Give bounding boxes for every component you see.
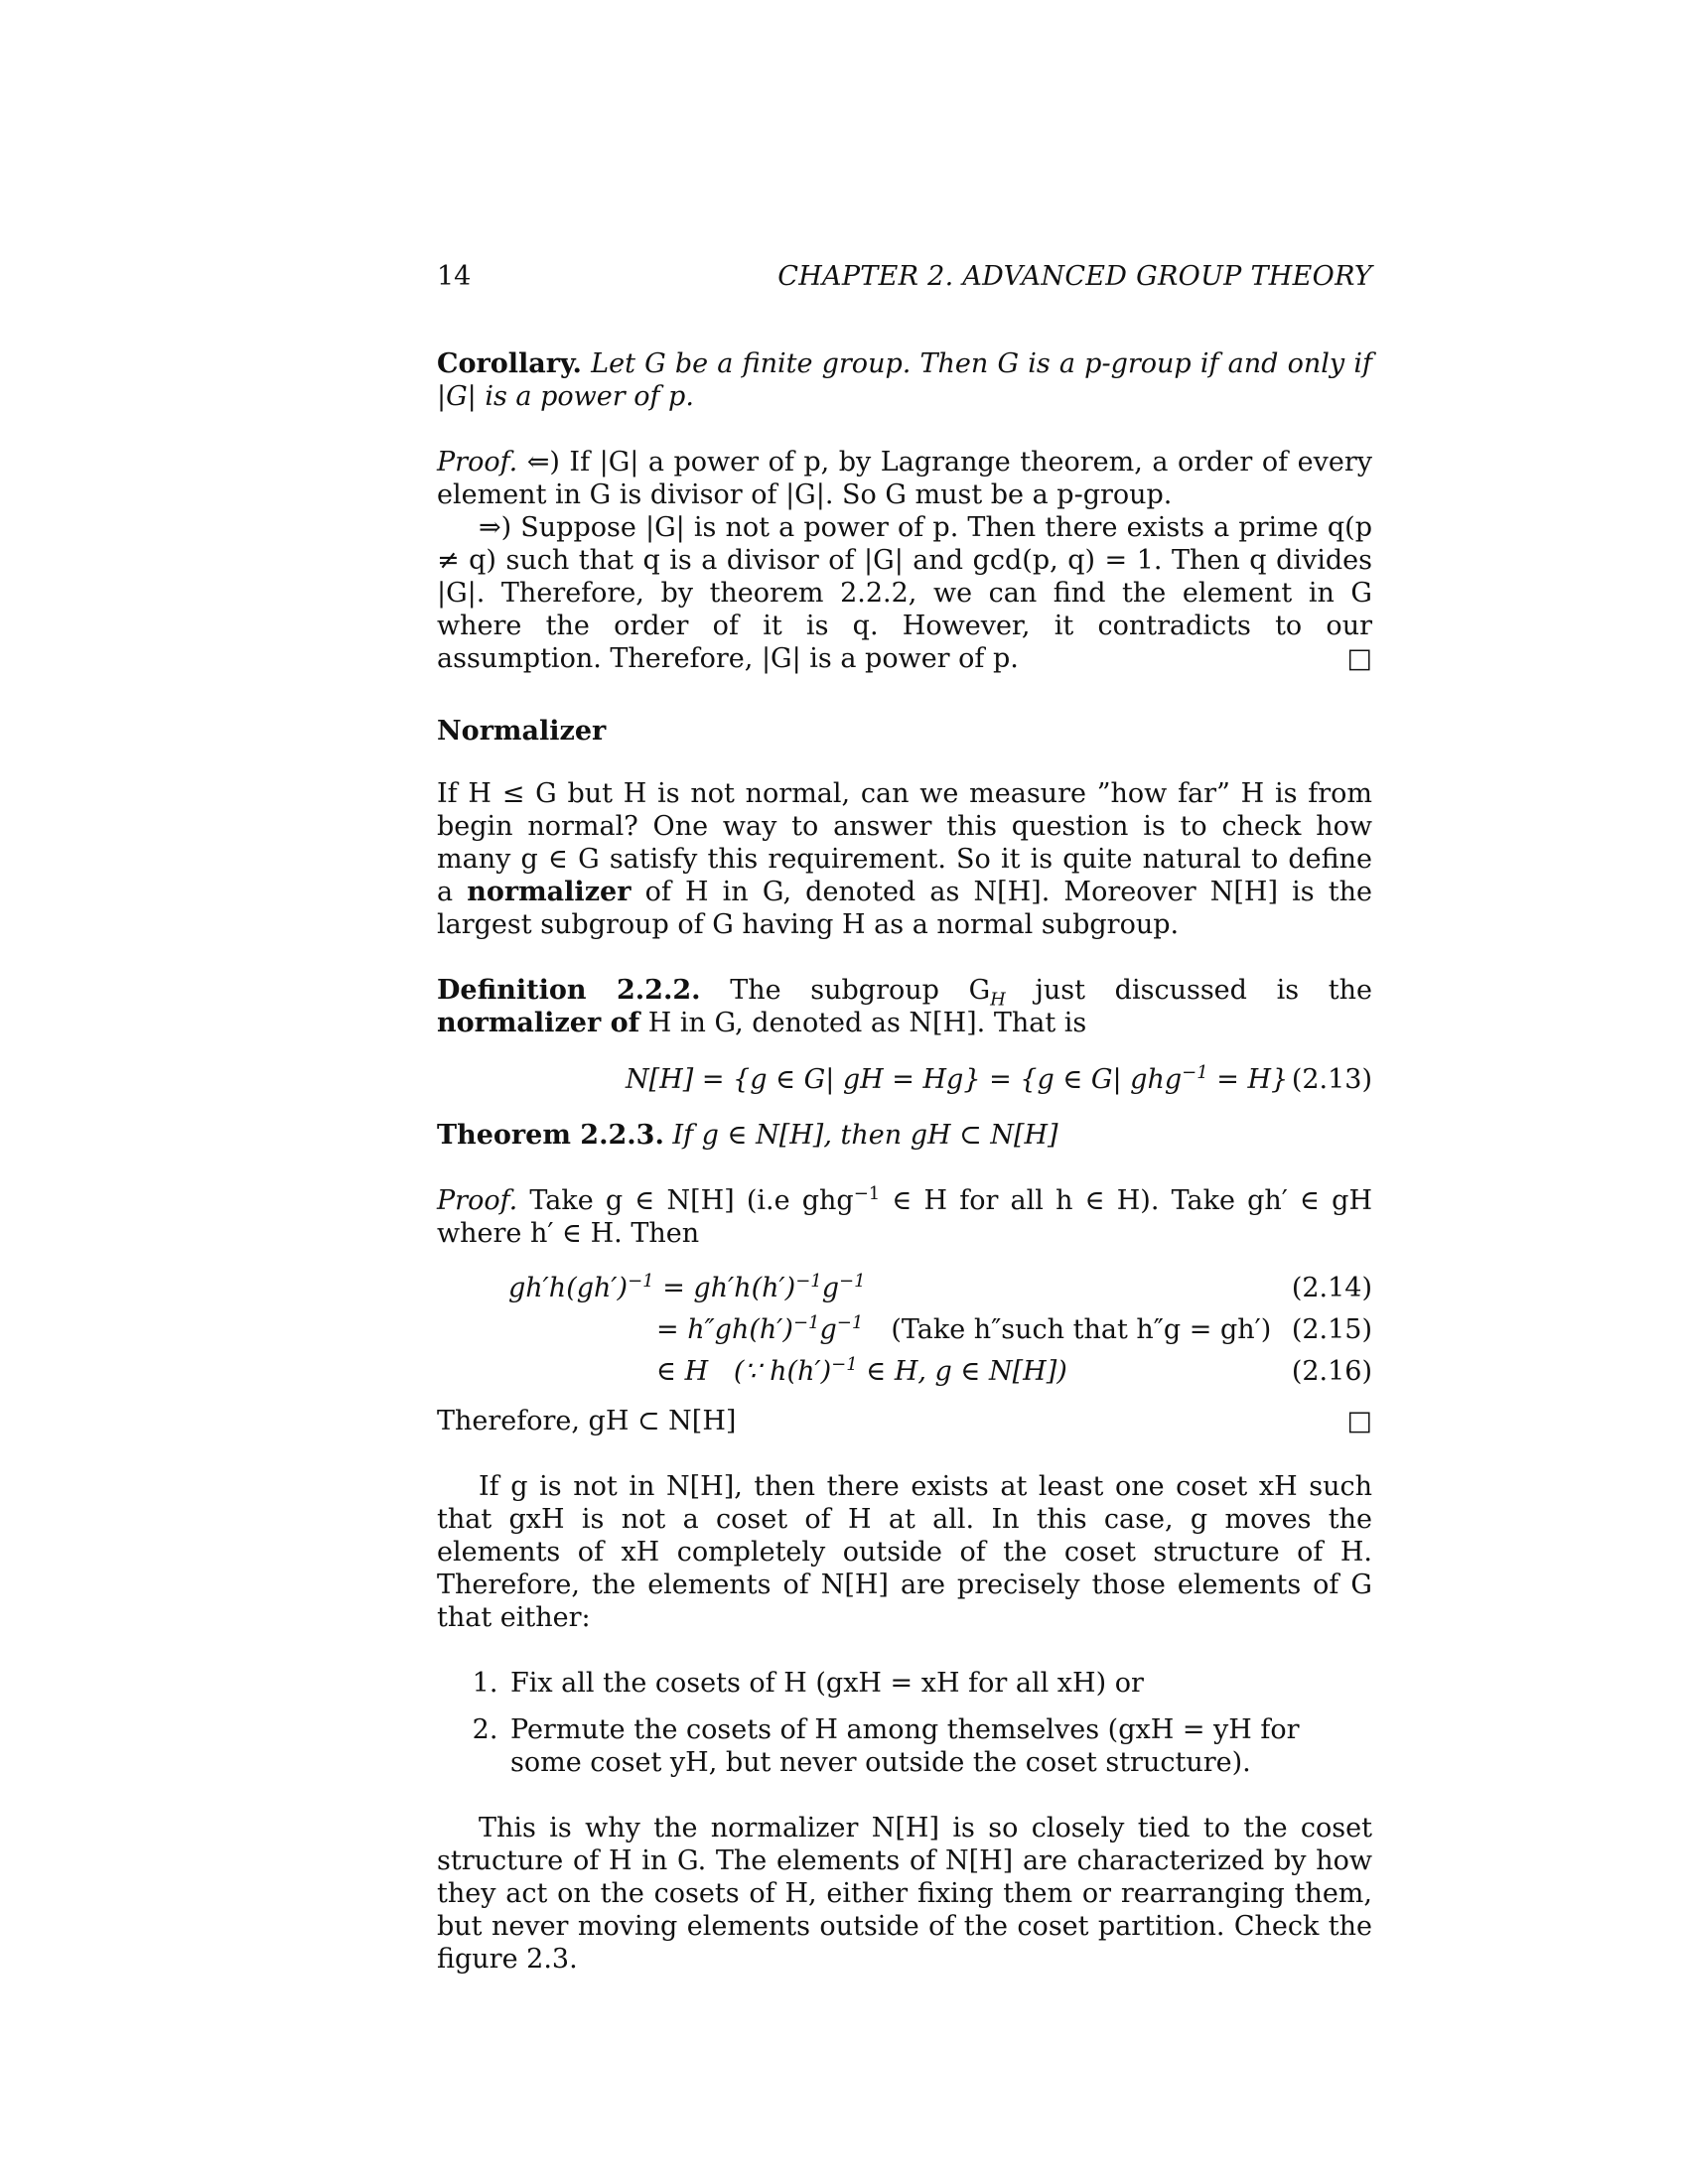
definition-text-b: just discussed is the: [1005, 975, 1372, 1006]
qed-symbol: □: [1346, 1406, 1372, 1436]
theorem: [437, 1119, 1372, 1152]
eq-2-14-body: [508, 1268, 866, 1309]
eq-2-15-b: g: [819, 1314, 837, 1345]
normalizer-intro: [437, 777, 1372, 941]
page-number: 14: [437, 261, 472, 292]
qed-symbol: □: [1346, 643, 1372, 674]
eq-2-15-body: [656, 1309, 1271, 1351]
eq-2-14-right: = gh′h(h′): [653, 1273, 796, 1303]
equation-2-14: [437, 1268, 1372, 1309]
list-item: 1. Fix all the cosets of H (gxH = xH for all xH) or: [506, 1667, 1372, 1700]
definition-bold-term: normalizer of: [437, 1008, 640, 1038]
proof-1-text-b: ⇒) Suppose |G| is not a power of p. Then there exists a prime q(p ≠ q) such that q is a divisor of |G| and gcd(p, q) = 1. Then q divides |G|. Therefore, by theorem 2.2.2, we can find the element in G where the order of it is q. However, it contradicts to our assumption. Therefore, |G| is a power of p.: [437, 512, 1372, 674]
proof-1-part-1: [437, 446, 1372, 511]
paragraph-after: If g is not in N[H], then there exists at least one coset xH such that gxH is not a coset of H at all. In this case, g moves the elements of xH completely outside of the coset structure of H. Therefore, the elements of N[H] are precisely those elements of G that either:: [437, 1471, 1372, 1633]
eq-2-16-body: [656, 1351, 1067, 1393]
eq-2-15-e1: −1: [792, 1312, 820, 1333]
proof-2-label: Proof.: [437, 1185, 518, 1216]
definition-text-c: H in G, denoted as N[H]. That is: [639, 1008, 1087, 1038]
equation-2-16: [437, 1351, 1372, 1393]
equation-number: (2.13): [1291, 1064, 1372, 1095]
proof-1-text-a: ⇐) If |G| a power of p, by Lagrange theorem, a order of every element in G is divisor of |G|. So G must be a p-group.: [437, 447, 1372, 510]
closing-paragraph: This is why the normalizer N[H] is so closely tied to the coset structure of H in G. The elements of N[H] are characterized by how they act on the cosets of H, either fixing them or rearranging them, but never moving elements outside of the coset partition. Check the figure 2.3.: [437, 1813, 1372, 1975]
theorem-label: Theorem 2.2.3.: [437, 1120, 664, 1151]
eq-2-14-lexp: −1: [628, 1271, 654, 1292]
list-item: 2. Permute the cosets of H among themselves (gxH = yH for some coset yH, but never outside the coset structure).: [506, 1713, 1372, 1779]
corollary: [437, 347, 1372, 413]
eq-2-14-left: gh′h(gh′): [508, 1273, 629, 1303]
eq-lhs: N[H] = {g ∈ G| gH = Hg} = {g ∈ G| ghg: [626, 1064, 1183, 1095]
equation-number: (2.15): [1291, 1314, 1372, 1345]
eq-2-14-rexp1: −1: [795, 1271, 822, 1292]
proof-label: Proof.: [437, 447, 518, 478]
eq-exp: −1: [1182, 1062, 1208, 1083]
equation-body: [626, 1059, 1288, 1101]
proof-2-text-a: Take g ∈ N[H] (i.e ghg: [517, 1185, 854, 1216]
eq-2-15-e2: −1: [836, 1312, 864, 1333]
corollary-label: Corollary.: [437, 348, 582, 379]
equation-2-15: [437, 1309, 1372, 1351]
proof-2-exp: −1: [853, 1183, 881, 1204]
eq-2-14-right2: g: [821, 1273, 840, 1303]
theorem-statement: If g ∈ N[H], then gH ⊂ N[H]: [663, 1120, 1058, 1151]
intro-text-a: If H ≤ G but H is not normal, can we measure ”how far” H is from begin normal? One way to answer this question is to check how many g ∈ G satisfy this requirement. So it is quite natural to define a: [437, 778, 1372, 907]
proof-2-conclusion: [437, 1405, 1372, 1437]
equation-number: (2.16): [1291, 1356, 1372, 1387]
eq-2-16-a: ∈ H (∵ h(h′): [656, 1356, 832, 1387]
intro-text-b: of H in G, denoted as N[H]. Moreover N[H] is the largest subgroup of G having H as a normal subgroup.: [437, 877, 1372, 940]
eq-2-15-a: = h″gh(h′): [656, 1314, 793, 1345]
equation-2-13: [437, 1059, 1372, 1101]
proof-1-part-2: [437, 511, 1372, 675]
section-title: Normalizer: [437, 716, 607, 747]
eq-2-16-e1: −1: [831, 1354, 858, 1375]
definition-text-a: The subgroup G: [700, 975, 991, 1006]
eq-rhs: = H}: [1207, 1064, 1289, 1095]
page-content: [437, 260, 1372, 1976]
proof-2-intro: [437, 1184, 1372, 1250]
definition: [437, 974, 1372, 1039]
equation-number: (2.14): [1291, 1273, 1372, 1303]
proof-2-conclusion-text: Therefore, gH ⊂ N[H]: [437, 1406, 737, 1436]
corollary-statement: Let G be a finite group. Then G is a p-group if and only if |G| is a power of p.: [437, 348, 1372, 412]
proof-2-text-b: ∈ H for all h ∈ H). Take gh′ ∈ gH where h′ ∈ H. Then: [437, 1185, 1373, 1249]
running-header: [437, 260, 1372, 300]
running-title: CHAPTER 2. ADVANCED GROUP THEORY: [777, 261, 1372, 292]
eq-2-15-note: (Take h″such that h″g = gh′): [891, 1314, 1272, 1345]
eq-2-14-rexp2: −1: [839, 1271, 866, 1292]
numbered-list: [437, 1667, 1372, 1779]
eq-2-16-b: ∈ H, g ∈ N[H]): [857, 1356, 1067, 1387]
equation-array: [437, 1268, 1372, 1393]
definition-subscript: H: [990, 989, 1006, 1011]
definition-label: Definition 2.2.2.: [437, 975, 701, 1006]
intro-bold-term: normalizer: [467, 877, 632, 907]
